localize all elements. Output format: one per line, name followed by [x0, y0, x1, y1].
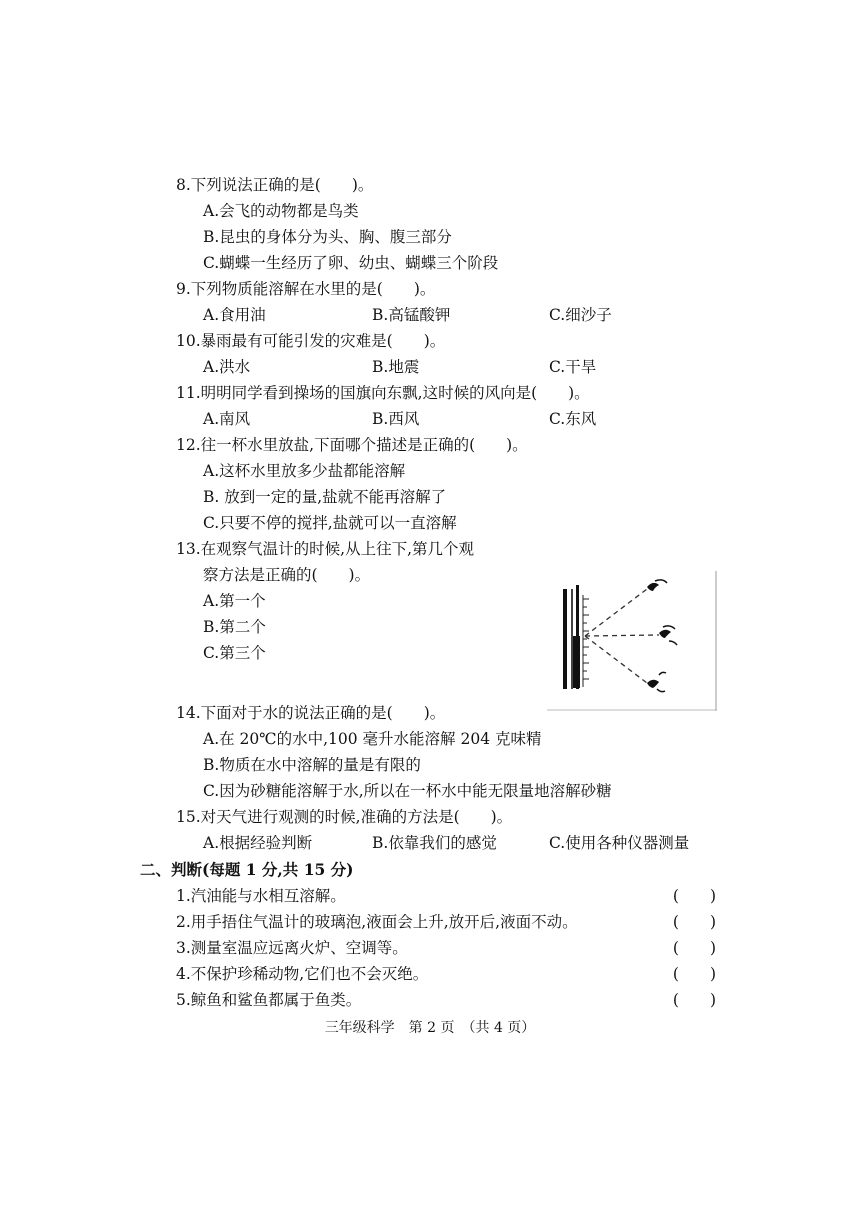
- question-13-option-b: B.第二个: [203, 618, 266, 636]
- question-14-option-c: C.因为砂糖能溶解于水,所以在一杯水中能无限量地溶解砂糖: [203, 782, 612, 800]
- question-9-option-b: B.高锰酸钾: [372, 306, 451, 324]
- question-13-option-a: A.第一个: [203, 592, 266, 610]
- eye-icon-top: [647, 580, 667, 591]
- question-11-stem: 11.明明同学看到操场的国旗向东飘,这时候的风向是( )。: [176, 384, 590, 402]
- question-14-option-a: A.在 20℃的水中,100 毫升水能溶解 204 克味精: [203, 730, 542, 748]
- question-13-stem-line2: 察方法是正确的( )。: [203, 566, 371, 584]
- question-10-stem: 10.暴雨最有可能引发的灾难是( )。: [176, 332, 446, 350]
- question-11-option-c: C.东风: [549, 410, 597, 428]
- judge-item-4-answer-blank[interactable]: ( ): [672, 965, 716, 983]
- question-15-option-c: C.使用各种仪器测量: [549, 834, 690, 852]
- thermometer-left-edge: [563, 589, 567, 689]
- question-12-stem: 12.往一杯水里放盐,下面哪个描述是正确的( )。: [176, 436, 528, 454]
- thermometer-scale: [583, 595, 589, 687]
- question-15-stem: 15.对天气进行观测的时候,准确的方法是( )。: [176, 808, 513, 826]
- question-10-option-b: B.地震: [372, 358, 420, 376]
- judge-item-4: 4.不保护珍稀动物,它们也不会灭绝。: [176, 965, 429, 983]
- question-8-option-a: A.会飞的动物都是鸟类: [203, 202, 359, 220]
- question-11-option-b: B.西风: [372, 410, 420, 428]
- question-8-stem: 8.下列说法正确的是( )。: [176, 176, 374, 194]
- question-15-option-b: B.依靠我们的感觉: [372, 834, 497, 852]
- question-10-option-a: A.洪水: [203, 358, 251, 376]
- question-9-option-a: A.食用油: [203, 306, 266, 324]
- question-13-stem-line1: 13.在观察气温计的时候,从上往下,第几个观: [176, 540, 475, 558]
- question-12-option-a: A.这杯水里放多少盐都能溶解: [203, 462, 406, 480]
- eye-icon-middle: [659, 626, 677, 645]
- sight-lines: [585, 589, 659, 683]
- question-12-option-b: B. 放到一定的量,盐就不能再溶解了: [203, 488, 447, 506]
- page-footer: 三年级科学 第 2 页 （共 4 页）: [324, 1020, 536, 1036]
- eye-icon-bottom: [647, 672, 666, 691]
- question-10-option-c: C.干旱: [549, 358, 597, 376]
- question-14-stem: 14.下面对于水的说法正确的是( )。: [176, 704, 446, 722]
- judge-item-5-answer-blank[interactable]: ( ): [672, 991, 716, 1009]
- judge-item-5: 5.鲸鱼和鲨鱼都属于鱼类。: [176, 991, 362, 1009]
- judge-item-1-answer-blank[interactable]: ( ): [672, 887, 716, 905]
- question-14-option-b: B.物质在水中溶解的量是有限的: [203, 756, 421, 774]
- judge-item-2: 2.用手捂住气温计的玻璃泡,液面会上升,放开后,液面不动。: [176, 913, 578, 931]
- section-2-title: 二、判断(每题 1 分,共 15 分): [140, 860, 354, 879]
- question-15-option-a: A.根据经验判断: [203, 834, 313, 852]
- thermometer-liquid-column: [573, 636, 580, 688]
- judge-item-3: 3.测量室温应远离火炉、空调等。: [176, 939, 408, 957]
- question-13-option-c: C.第三个: [203, 644, 266, 662]
- thermometer-observation-figure: [547, 571, 717, 711]
- question-12-option-c: C.只要不停的搅拌,盐就可以一直溶解: [203, 514, 457, 532]
- judge-item-2-answer-blank[interactable]: ( ): [672, 913, 716, 931]
- question-8-option-c: C.蝴蝶一生经历了卵、幼虫、蝴蝶三个阶段: [203, 254, 499, 272]
- question-8-option-b: B.昆虫的身体分为头、胸、腹三部分: [203, 228, 452, 246]
- question-9-option-c: C.细沙子: [549, 306, 612, 324]
- question-9-stem: 9.下列物质能溶解在水里的是( )。: [176, 280, 436, 298]
- question-11-option-a: A.南风: [203, 410, 251, 428]
- judge-item-3-answer-blank[interactable]: ( ): [672, 939, 716, 957]
- judge-item-1: 1.汽油能与水相互溶解。: [176, 887, 346, 905]
